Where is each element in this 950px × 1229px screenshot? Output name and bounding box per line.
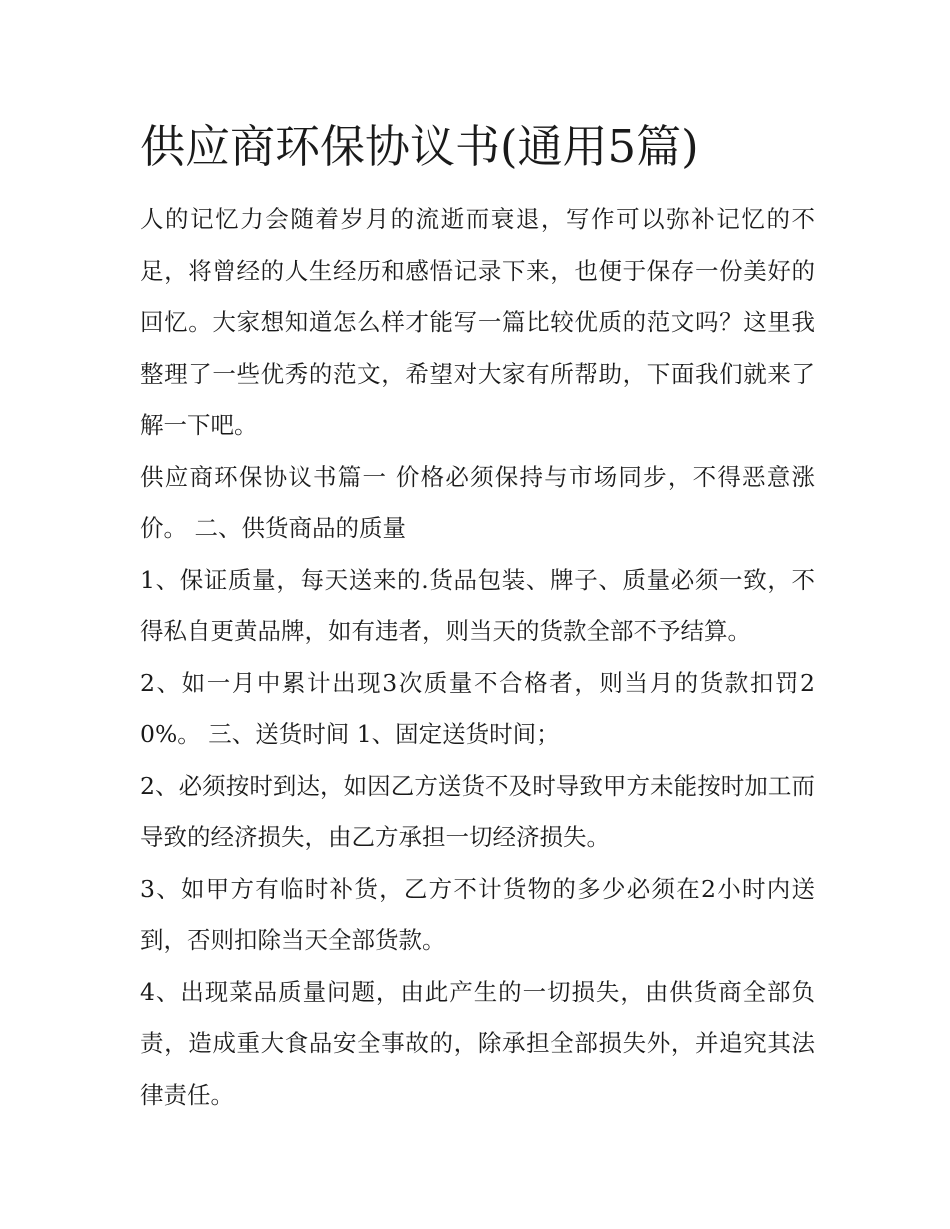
paragraph-item-3-restock: 3、如甲方有临时补货，乙方不计货物的多少必须在2小时内送到，否则扣除当天全部货款。 [140,874,815,954]
paragraph-item-2-delivery: 2、必须按时到达，如因乙方送货不及时导致甲方未能按时加工而导致的经济损失，由乙方承担一切经济损失。 [140,771,815,851]
paragraph-item-1-quality: 1、保证质量，每天送来的.货品包装、牌子、质量必须一致，不得私自更黄品牌，如有违者，则当天的货款全部不予结算。 [140,565,815,645]
paragraph-item-2-penalty: 2、如一月中累计出现3次质量不合格者，则当月的货款扣罚20%。 三、送货时间 1、固定送货时间； [140,668,815,748]
document-title: 供应商环保协议书(通用5篇) [140,120,699,173]
paragraph-intro: 人的记忆力会随着岁月的流逝而衰退，写作可以弥补记忆的不足，将曾经的人生经历和感悟记录下来，也便于保存一份美好的回忆。大家想知道怎么样才能写一篇比较优质的范文吗？这里我整理了一些优秀的范文，希望对大家有所帮助，下面我们就来了解一下吧。 [140,205,815,439]
paragraph-section-one: 供应商环保协议书篇一 价格必须保持与市场同步，不得恶意涨价。 二、供货商品的质量 [140,462,815,542]
paragraph-item-4-liability: 4、出现菜品质量问题，由此产生的一切损失，由供货商全部负责，造成重大食品安全事故的，除承担全部损失外，并追究其法律责任。 [140,977,815,1109]
document-content [140,112,815,1121]
